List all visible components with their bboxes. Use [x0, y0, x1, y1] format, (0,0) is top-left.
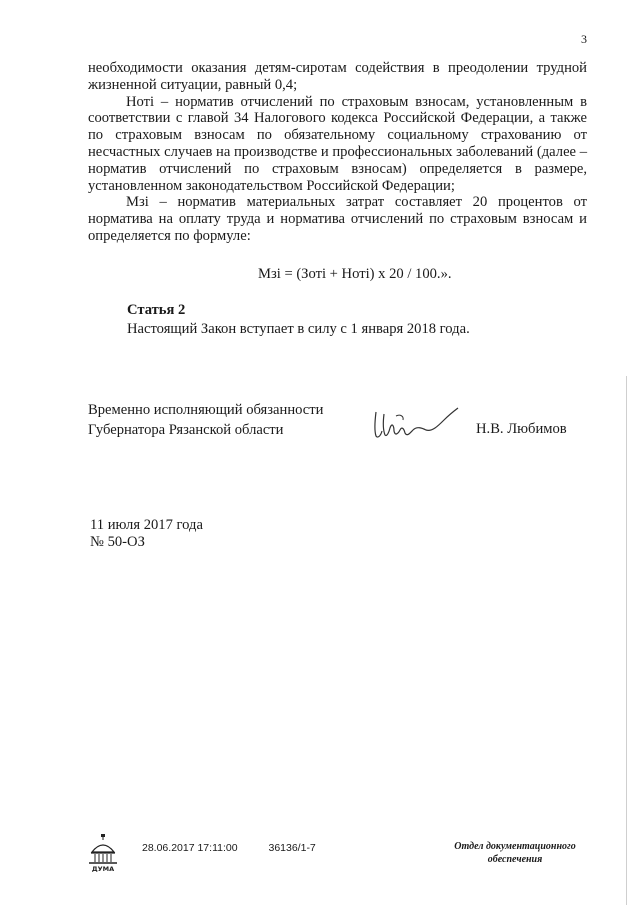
- paragraph-material-costs: Мзi – норматив материальных затрат составляет 20 процентов от норматива на оплату труда и норматива отчислений по страховым взносам и определяется по формуле:: [88, 194, 587, 244]
- footer-doc-number: 36136/1-7: [268, 842, 316, 854]
- scan-edge-line: [626, 376, 627, 905]
- law-number: № 50-ОЗ: [90, 534, 145, 550]
- footer-timestamp: 28.06.2017 17:11:00: [142, 842, 238, 854]
- page-number: 3: [581, 32, 587, 46]
- article-text: Настоящий Закон вступает в силу с 1 января 2018 года.: [127, 321, 470, 337]
- law-date: 11 июля 2017 года: [90, 517, 203, 533]
- document-body: [88, 60, 587, 245]
- article-heading: Статья 2: [127, 302, 186, 318]
- footer-department-stamp: [440, 840, 590, 866]
- signer-name: Н.В. Любимов: [476, 421, 567, 437]
- duma-seal-icon: [86, 832, 120, 872]
- signer-title-line-1: Временно исполняющий обязанности: [88, 402, 324, 418]
- paragraph-insurance-rate: Нотi – норматив отчислений по страховым взносам, установленным в соответствии с главой 34 Налогового кодекса Российской Федерации, а также по страховым взносам по обязательному социальному страхованию от несчастных случаев на производстве и профессиональных заболеваний (далее – норматив отчислений по страховым взносам) определяется в размере, установленном законодательством Российской Федерации;: [88, 93, 587, 194]
- department-line-1: Отдел документационного: [454, 841, 576, 852]
- footer-meta: [142, 842, 316, 854]
- seal-text: ДУМА: [91, 865, 115, 872]
- signer-title-line-2: Губернатора Рязанской области: [88, 422, 284, 438]
- paragraph-continuation: необходимости оказания детям-сиротам содействия в преодолении трудной жизненной ситуации, равный 0,4;: [88, 60, 587, 93]
- department-line-2: обеспечения: [487, 854, 543, 865]
- signer-title: [88, 400, 323, 440]
- handwritten-signature: [370, 404, 460, 444]
- law-info: [90, 517, 203, 551]
- formula: Мзi = (Зотi + Нотi) x 20 / 100.».: [258, 266, 452, 282]
